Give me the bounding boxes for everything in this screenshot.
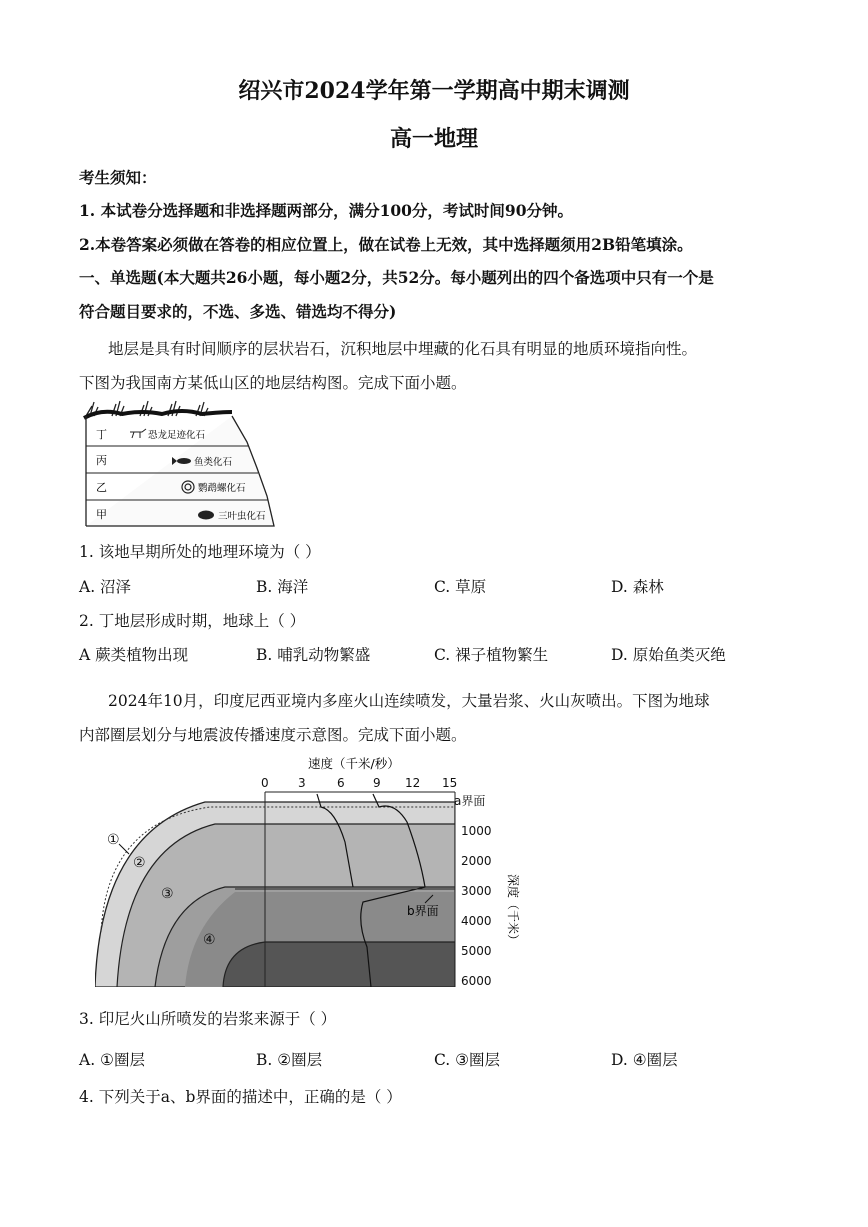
question-3-stem: 3. 印尼火山所喷发的岩浆来源于（ ） xyxy=(79,1010,337,1028)
layer-label: 丙 xyxy=(96,454,107,467)
layer-4-band xyxy=(223,942,455,987)
depth-tick: 2000 xyxy=(461,854,492,868)
passage1-line2: 下图为我国南方某低山区的地层结构图。完成下面小题。 xyxy=(79,374,467,392)
question-1-option-d[interactable]: D. 森林 xyxy=(611,578,664,596)
fossil-label: 鱼类化石 xyxy=(194,457,233,468)
speed-axis xyxy=(261,776,457,790)
question-2-option-d[interactable]: D. 原始鱼类灭绝 xyxy=(611,646,726,664)
question-2-option-c[interactable]: C. 裸子植物繁生 xyxy=(434,646,549,664)
earth-interior-figure xyxy=(95,752,535,997)
page-subtitle: 高一地理 xyxy=(389,126,478,152)
passage2-line2: 内部圈层划分与地震波传播速度示意图。完成下面小题。 xyxy=(79,726,467,744)
layer-marker: ④ xyxy=(203,932,216,948)
notice-item-1: 1. 本试卷分选择题和非选择题两部分，满分100分，考试时间90分钟。 xyxy=(79,201,574,220)
depth-tick: 1000 xyxy=(461,824,492,838)
depth-tick: 6000 xyxy=(461,974,492,988)
speed-tick: 3 xyxy=(298,776,306,790)
trilobite-icon xyxy=(198,511,214,520)
fossil-label: 恐龙足迹化石 xyxy=(148,430,206,441)
question-2-stem: 2. 丁地层形成时期，地球上（ ） xyxy=(79,612,306,630)
question-1-option-a[interactable]: A. 沼泽 xyxy=(79,578,132,596)
dinosaur-footprint-icon xyxy=(130,429,146,438)
question-3-option-a[interactable]: A. ①圈层 xyxy=(79,1051,145,1069)
layer-marker: ② xyxy=(133,855,146,871)
layer-marker: ① xyxy=(107,832,120,848)
notice-item-2: 2.本卷答案必须做在答卷的相应位置上，做在试卷上无效，其中选择题须用2B铅笔填涂。 xyxy=(79,235,693,254)
section-heading-line1: 一、单选题(本大题共26小题，每小题2分，共52分。每小题列出的四个备选项中只有一个是 xyxy=(79,268,714,287)
speed-tick: 0 xyxy=(261,776,269,790)
passage1-line1: 地层是具有时间顺序的层状岩石，沉积地层中埋藏的化石具有明显的地质环境指向性。 xyxy=(108,340,698,358)
layer-label: 乙 xyxy=(96,481,107,494)
b-interface-label: b界面 xyxy=(407,904,439,918)
depth-axis-label: 深度（千米） xyxy=(506,874,520,947)
page-title: 绍兴市2024学年第一学期高中期末调测 xyxy=(238,78,630,104)
layer-label: 丁 xyxy=(96,428,107,441)
question-2-option-a[interactable]: A 蕨类植物出现 xyxy=(79,646,189,664)
fossil-label: 三叶虫化石 xyxy=(218,511,266,522)
question-3-option-c[interactable]: C. ③圈层 xyxy=(434,1051,501,1069)
depth-tick: 3000 xyxy=(461,884,492,898)
question-1-option-b[interactable]: B. 海洋 xyxy=(256,578,309,596)
layer-label: 甲 xyxy=(96,508,107,521)
speed-tick: 12 xyxy=(405,776,421,790)
a-interface-label: a界面 xyxy=(454,794,486,808)
passage2-line1: 2024年10月，印度尼西亚境内多座火山连续喷发，大量岩浆、火山灰喷出。下图为地球 xyxy=(108,692,710,710)
speed-tick: 15 xyxy=(442,776,458,790)
question-1-option-c[interactable]: C. 草原 xyxy=(434,578,487,596)
question-1-stem: 1. 该地早期所处的地理环境为（ ） xyxy=(79,543,321,561)
question-4-stem: 4. 下列关于a、b界面的描述中，正确的是（ ） xyxy=(79,1088,402,1106)
depth-tick: 5000 xyxy=(461,944,492,958)
speed-tick: 6 xyxy=(337,776,345,790)
section-heading-line2: 符合题目要求的，不选、多选、错选均不得分) xyxy=(79,302,397,321)
question-3-option-d[interactable]: D. ④圈层 xyxy=(611,1051,678,1069)
speed-axis-label: 速度（千米/秒） xyxy=(308,756,400,771)
question-3-option-b[interactable]: B. ②圈层 xyxy=(256,1051,323,1069)
question-2-option-b[interactable]: B. 哺乳动物繁盛 xyxy=(256,646,371,664)
speed-tick: 9 xyxy=(373,776,381,790)
depth-tick: 4000 xyxy=(461,914,492,928)
notice-heading: 考生须知： xyxy=(79,168,157,187)
layer-marker: ③ xyxy=(161,886,174,902)
strata-figure xyxy=(82,398,282,528)
fossil-label: 鹦鹉螺化石 xyxy=(198,483,246,494)
